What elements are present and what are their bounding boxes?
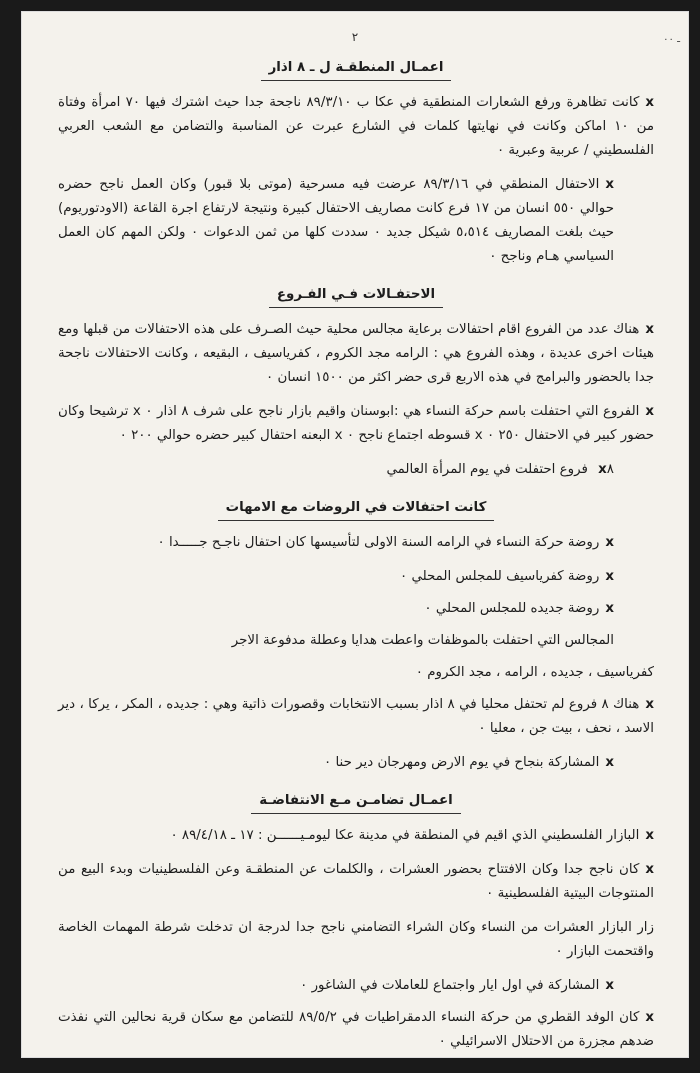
list-item: xالاحتفال المنطقي في ٨٩/٣/١٦ عرضت فيه مسرحية (موتى بلا قبور) وكان العمل ناجح حضره حوالي ٥٥٠ انسان من ١٧ فرع كانت مصاريف الاحتفال كبيرة ونتيجة لارتفاع اجرة القاعة (الاودتوريوم) حيث بلغت المصاريف ٥،٥١٤ شيكل جديد ٠ سددت كلها من ثمن الدعوات ٠ ولكن المهم كان العمل السياسي هـام وناجح ٠ [58,177,615,264]
list-item: xروضة حركة النساء في الرامه السنة الاولى لتأسيسها كان احتفال ناجـح جـــــدا ٠ [157,535,614,550]
list-item: xالبازار الفلسطيني الذي اقيم في المنطقة في مدينة عكا ليومـيــــــن : ١٧ ـ ٨٩/٤/١٨ ٠ [170,828,654,843]
list-item: xكانت تظاهرة ورفع الشعارات المنطقية في عكا ب ٨٩/٣/١٠ ناجحة جدا حيث اشترك فيها ٧٠ امرأة وفتاة من ١٠ اماكن وكانت في نهايتها كلمات في الشارع عبرت عن المناسبة والتضامن مع الشعب العربي الفلسطيني / عربية وعبرية ٠ [58,95,655,158]
section-heading: كانت احتفالات في الروضات مع الامهات [58,496,654,521]
list-item: xكان ناجح جدا وكان الافتتاح بحضور العشرات ، والكلمات عن المنطقـة وعن الفلسطينيات وبدء البيع من المنتوجات البيتية الفلسطينية ٠ [58,862,654,901]
list-item: x٨ فروع احتفلت في يوم المرأة العالمي [386,462,614,477]
document-body [58,42,654,1057]
list-item: xروضة جديده للمجلس المحلي ٠ [424,601,614,616]
list-item: xالمشاركة في اول ايار واجتماع للعاملات في الشاغور ٠ [300,978,614,993]
corner-mark: ـ ٠٠ [663,34,680,45]
list-item: xكان الوفد القطري من حركة النساء الدمقراطيات في ٨٩/٥/٢ للتضامن مع سكان قرية نحالين التي نفذت ضدهم مجزرة من الاحتلال الاسرائيلي ٠ [58,1010,654,1049]
list-item: xهناك ٨ فروع لم تحتفل محليا في ٨ اذار بسبب الانتخابات وقصورات ذاتية وهي : جديده ، المكر ، يركا ، دير الاسد ، نحف ، بيت جن ، معليا ٠ [58,697,654,736]
page-number: ٢ [351,30,359,44]
list-item: xالفروع التي احتفلت باسم حركة النساء هي :ابوسنان واقيم بازار ناجح على شرف ٨ اذار ٠ x ترشيحا وكان حضور كبير في الاحتفال ٢٥٠ ٠ x قسوطه اجتماع ناجح ٠ x البعنه احتفال كبير حضره حوالي ٢٠٠ ٠ [58,404,655,443]
section-heading: الاحتفـالات فـي الفـروع [58,283,654,308]
paragraph: زار البازار العشرات من النساء وكان الشراء التضامني ناجح جدا لدرجة ان تدخلت شرطة المهمات الخاصة واقتحمت البازار ٠ [58,920,654,959]
list-item: xهناك عدد من الفروع اقام احتفالات برعاية مجالس محلية حيث الصـرف على هذه الاحتفالات من قبلها ومع هيئات اخرى عديدة ، وهذه الفروع هي : الرامه مجد الكروم ، كفرياسيف ، البقيعه ، وكانت الاحتفالات ناجحة جدا بالحضور والبرامج في هذه الاربع قرى حضر اكثر من ١٥٠٠ انسان ٠ [58,322,654,385]
paragraph: المجالس التي احتفلت بالموظفات واعطت هدايا وعطلة مدفوعة الاجر [231,633,614,648]
list-item: xروضة كفرياسيف للمجلس المحلي ٠ [399,569,614,584]
section-heading: اعمـال تضامـن مـع الانتفاضـة [58,789,654,814]
paragraph: كفرياسيف ، جديده ، الرامه ، مجد الكروم ٠ [415,665,654,680]
section-heading: اعمـال المنطقـة ل ـ ٨ اذار [58,56,654,81]
document-page [22,12,688,1057]
list-item: xالمشاركة بنجاح في يوم الارض ومهرجان دير حنا ٠ [324,755,614,770]
